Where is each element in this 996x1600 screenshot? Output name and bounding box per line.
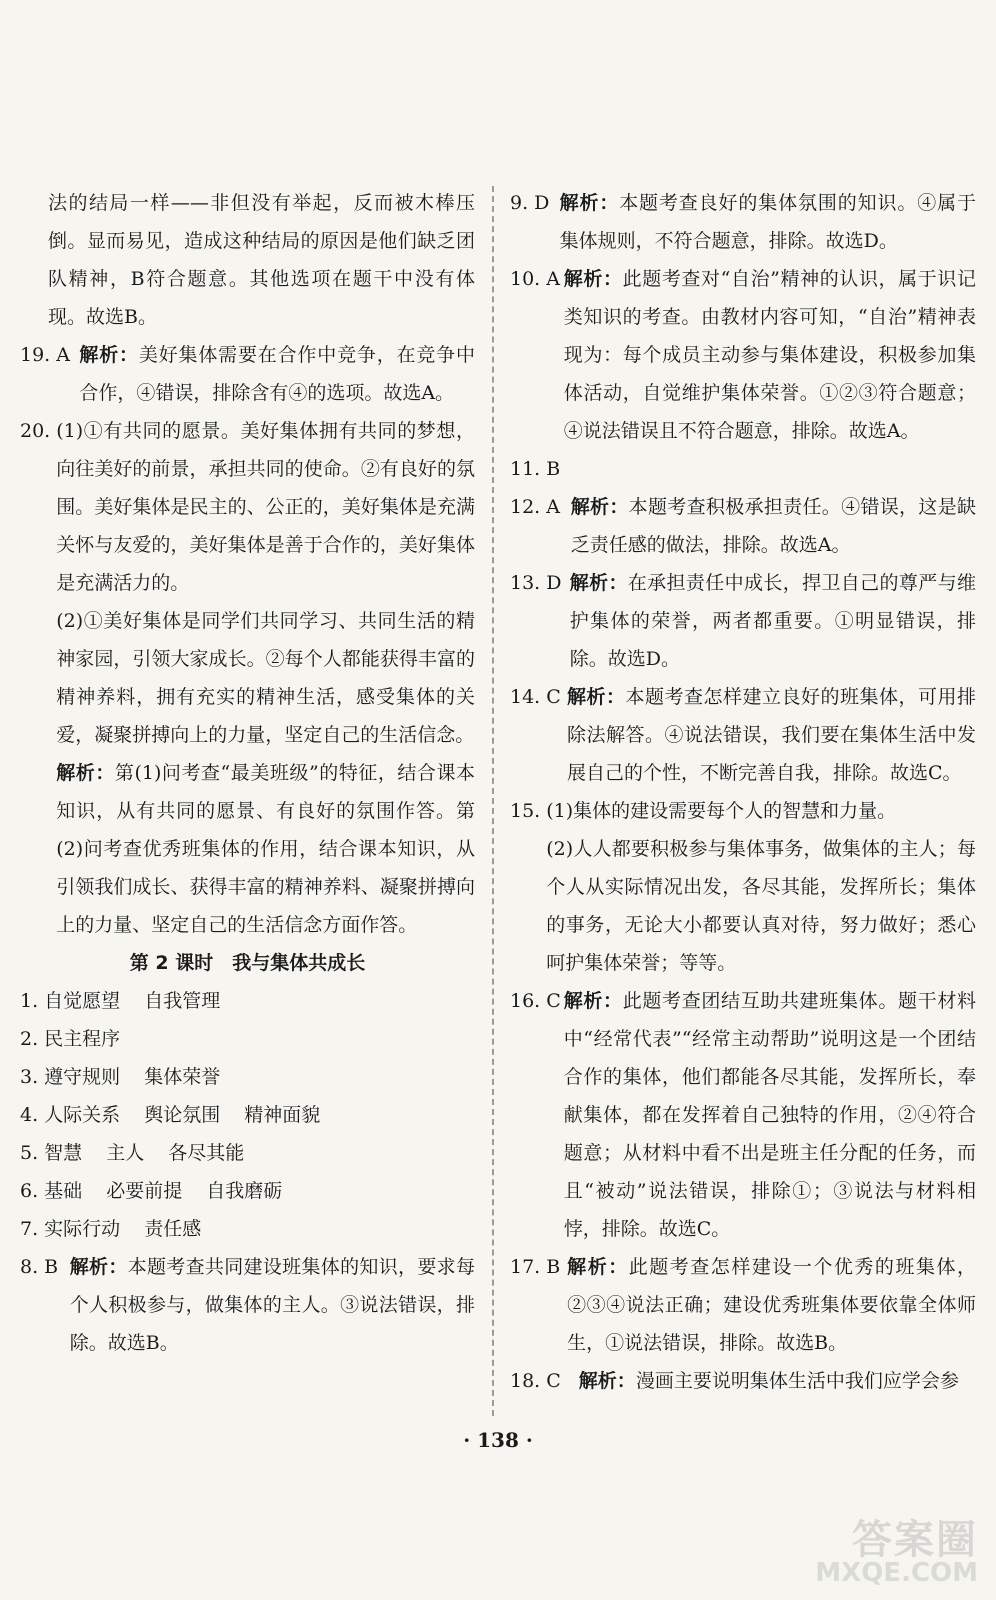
fill-answer-6: 6. 基础 必要前提 自我磨砺 (20, 1180, 283, 1202)
answer-14 (510, 678, 976, 792)
analysis-text: 漫画主要说明集体生活中我们应学会参 (635, 1370, 959, 1392)
answer-10 (510, 260, 976, 450)
answer-18 (510, 1362, 976, 1400)
analysis-label: 解析： (563, 990, 623, 1012)
question-number: 13. D (510, 572, 562, 594)
continued-answer (20, 184, 475, 336)
fill-answer-1: 1. 自觉愿望 自我管理 (20, 990, 221, 1012)
analysis-text: 本题考查良好的集体氛围的知识。④属于集体规则，不符合题意，排除。故选D。 (559, 192, 976, 252)
answer-20 (20, 412, 475, 944)
analysis-text: 此题考查对“自治”精神的认识，属于识记类知识的考查。由教材内容可知，“自治”精神表现为：每个成员主动参与集体建设，积极参加集体活动，自觉维护集体荣誉。①②③符合题意；④说法错误且不符合题意，排除。故选A。 (563, 268, 976, 442)
question-number: 17. B (510, 1256, 561, 1278)
page-number: · 138 · (463, 1428, 533, 1452)
analysis-text: 第(1)问考查“最美班级”的特征，结合课本知识，从有共同的愿景、有良好的氛围作答。第(2)问考查优秀班集体的作用，结合课本知识，从引领我们成长、获得丰富的精神养料、凝聚拼搏向上的力量、坚定自己的生活信念方面作答。 (56, 762, 475, 936)
answer-20-part-2: (2)①美好集体是同学们共同学习、共同生活的精神家园，引领大家成长。②每个人都能获得丰富的精神养料，拥有充实的精神生活，感受集体的关爱，凝聚拼搏向上的力量，坚定自己的生活信念。 (56, 610, 475, 746)
fill-answer-5: 5. 智慧 主人 各尽其能 (20, 1142, 245, 1164)
analysis-label: 解析： (578, 1370, 636, 1392)
question-number: 16. C (510, 990, 561, 1012)
analysis-label: 解析： (569, 572, 628, 594)
analysis-text: 此题考查怎样建设一个优秀的班集体，②③④说法正确；建设优秀班集体要依靠全体师生，①说法错误，排除。故选B。 (567, 1256, 976, 1354)
analysis-label: 解析： (559, 192, 620, 214)
question-number: 11. B (510, 458, 561, 480)
answer-8 (20, 1248, 475, 1362)
column-divider (492, 186, 494, 1416)
analysis-text: 本题考查怎样建立良好的班集体，可用排除法解答。④说法错误，我们要在集体生活中发展自己的个性，不断完善自我，排除。故选C。 (566, 686, 976, 784)
watermark-en-text: MXQE.COM (815, 1558, 978, 1588)
left-column (20, 184, 475, 1362)
fill-answer-7: 7. 实际行动 责任感 (20, 1218, 202, 1240)
question-number: 9. D (510, 192, 550, 214)
analysis-label: 解析： (79, 344, 139, 366)
watermark-cn-text: 答案圈 (852, 1517, 978, 1563)
analysis-label: 解析： (566, 686, 626, 708)
fill-answer-4: 4. 人际关系 舆论氛围 精神面貌 (20, 1104, 321, 1126)
answer-15-part-1: (1)集体的建设需要每个人的智慧和力量。 (546, 800, 897, 822)
fill-answers (20, 982, 475, 1248)
question-number: 19. A (20, 344, 70, 366)
analysis-label: 解析： (570, 496, 629, 518)
analysis-text: 本题考查积极承担责任。④错误，这是缺乏责任感的做法，排除。故选A。 (570, 496, 976, 556)
question-number: 20. (20, 420, 57, 442)
analysis-label: 解析： (69, 1256, 128, 1278)
analysis-text: 在承担责任中成长，捍卫自己的尊严与维护集体的荣誉，两者都重要。①明显错误，排除。故选D。 (569, 572, 976, 670)
question-number: 12. A (510, 496, 560, 518)
watermark-logo (815, 1508, 978, 1588)
answer-13 (510, 564, 976, 678)
analysis-text: 本题考查共同建设班集体的知识，要求每个人积极参与，做集体的主人。③说法错误，排除。故选B。 (69, 1256, 475, 1354)
answer-16 (510, 982, 976, 1248)
analysis-label: 解析： (563, 268, 623, 290)
answer-12 (510, 488, 976, 564)
answer-9 (510, 184, 976, 260)
right-column (510, 184, 976, 1400)
continued-text: 法的结局一样——非但没有举起，反而被木棒压倒。显而易见，造成这种结局的原因是他们缺乏团队精神，B符合题意。其他选项在题干中没有体现。故选B。 (48, 192, 475, 328)
answer-17 (510, 1248, 976, 1362)
fill-answer-2: 2. 民主程序 (20, 1028, 121, 1050)
question-number: 18. C (510, 1370, 561, 1392)
question-number: 14. C (510, 686, 561, 708)
fill-answer-3: 3. 遵守规则 集体荣誉 (20, 1066, 221, 1088)
section-heading: 第 2 课时 我与集体共成长 (129, 952, 366, 974)
analysis-text: 此题考查团结互助共建班集体。题干材料中“经常代表”“经常主动帮助”说明这是一个团结合作的集体，他们都能各尽其能，发挥所长，奉献集体，都在发挥着自己独特的作用，②④符合题意；从材料中看不出是班主任分配的任务，而且“被动”说法错误，排除①；③说法与材料相悖，排除。故选C。 (563, 990, 976, 1240)
answer-15-part-2: (2)人人都要积极参与集体事务，做集体的主人；每个人从实际情况出发，各尽其能，发挥所长；集体的事务，无论大小都要认真对待，努力做好；悉心呵护集体荣誉；等等。 (546, 838, 976, 974)
answer-11 (510, 450, 976, 488)
question-number: 15. (510, 800, 547, 822)
answer-15 (510, 792, 976, 982)
analysis-label: 解析： (56, 762, 115, 784)
answer-20-part-1: (1)①有共同的愿景。美好集体拥有共同的梦想，向往美好的前景，承担共同的使命。②有良好的氛围。美好集体是民主的、公正的，美好集体是充满关怀与友爱的，美好集体是善于合作的，美好集体是充满活力的。 (56, 420, 475, 594)
question-number: 10. A (510, 268, 560, 290)
answer-19 (20, 336, 475, 412)
analysis-text: 美好集体需要在合作中竞争，在竞争中合作，④错误，排除含有④的选项。故选A。 (79, 344, 475, 404)
question-number: 8. B (20, 1256, 59, 1278)
analysis-label: 解析： (567, 1256, 629, 1278)
